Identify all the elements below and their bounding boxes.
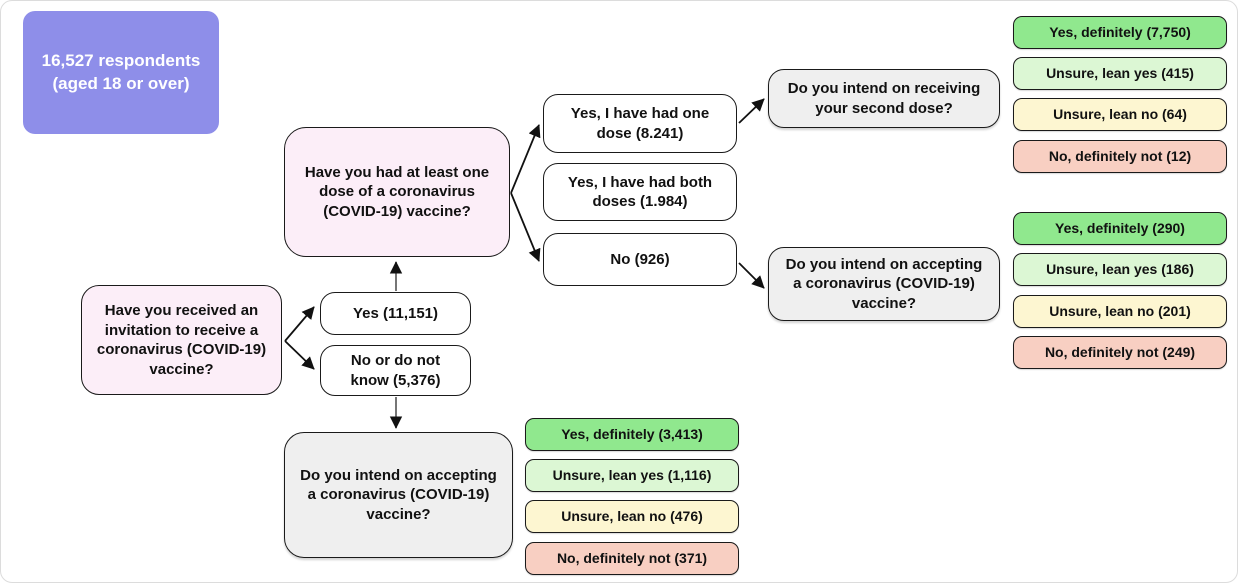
outcome-accept-uninvited-no-definitely-not: No, definitely not (371) bbox=[525, 542, 739, 575]
dose-answer-both-doses-box: Yes, I have had both doses (1.984) bbox=[543, 163, 737, 221]
dose-question-box: Have you had at least one dose of a coronavirus (COVID-19) vaccine? bbox=[284, 127, 510, 257]
outcome-accept-uninvited-unsure-lean-yes: Unsure, lean yes (1,116) bbox=[525, 459, 739, 492]
outcome-accept-unvaccinated-no-definitely-not: No, definitely not (249) bbox=[1013, 336, 1227, 369]
invitation-answer-yes-box: Yes (11,151) bbox=[320, 292, 471, 335]
invitation-answer-no-box: No or do not know (5,376) bbox=[320, 345, 471, 396]
outcome-accept-unvaccinated-unsure-lean-no: Unsure, lean no (201) bbox=[1013, 295, 1227, 328]
outcome-accept-uninvited-yes-definitely: Yes, definitely (3,413) bbox=[525, 418, 739, 451]
outcome-second-dose-unsure-lean-yes: Unsure, lean yes (415) bbox=[1013, 57, 1227, 90]
outcome-second-dose-unsure-lean-no: Unsure, lean no (64) bbox=[1013, 98, 1227, 131]
accept-question-uninvited-box: Do you intend on accepting a coronavirus (COVID-19) vaccine? bbox=[284, 432, 513, 558]
outcome-accept-uninvited-unsure-lean-no: Unsure, lean no (476) bbox=[525, 500, 739, 533]
dose-answer-one-dose-box: Yes, I have had one dose (8.241) bbox=[543, 94, 737, 153]
outcome-second-dose-no-definitely-not: No, definitely not (12) bbox=[1013, 140, 1227, 173]
accept-question-unvaccinated-box: Do you intend on accepting a coronavirus (COVID-19) vaccine? bbox=[768, 247, 1000, 321]
invitation-question-box: Have you received an invitation to receive a coronavirus (COVID-19) vaccine? bbox=[81, 285, 282, 395]
respondents-root-box: 16,527 respondents (aged 18 or over) bbox=[23, 11, 219, 134]
outcome-accept-unvaccinated-unsure-lean-yes: Unsure, lean yes (186) bbox=[1013, 253, 1227, 286]
dose-answer-no-box: No (926) bbox=[543, 233, 737, 286]
outcome-second-dose-yes-definitely: Yes, definitely (7,750) bbox=[1013, 16, 1227, 49]
outcome-accept-unvaccinated-yes-definitely: Yes, definitely (290) bbox=[1013, 212, 1227, 245]
second-dose-question-box: Do you intend on receiving your second dose? bbox=[768, 69, 1000, 128]
